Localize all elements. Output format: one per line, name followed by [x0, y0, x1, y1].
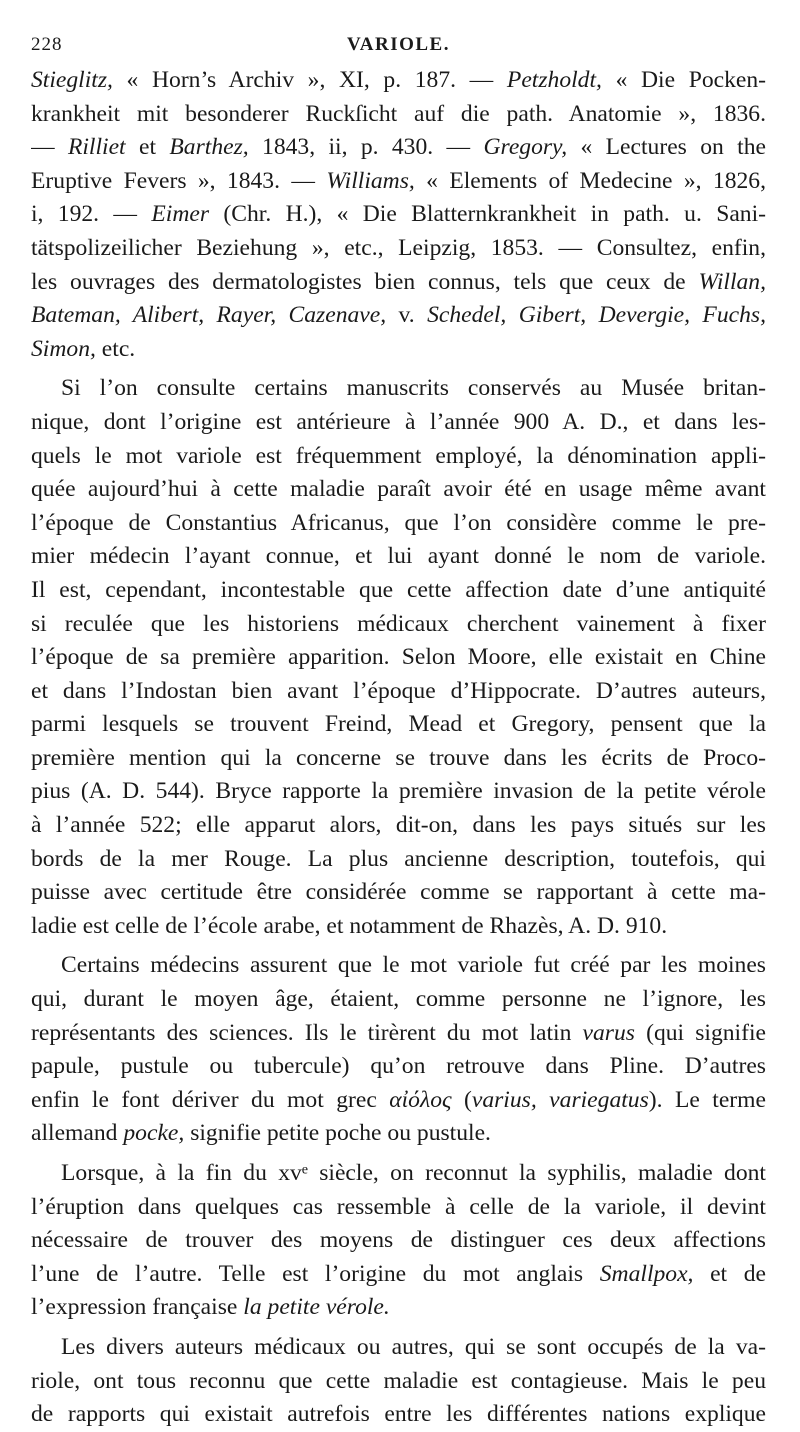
text-line — [31, 1117, 766, 1151]
text-segment: Eruptive Fevers », 1843. — — [31, 167, 327, 194]
italic-text: Petzholdt, — [506, 67, 602, 93]
text-line — [31, 473, 766, 507]
text-line — [31, 372, 766, 406]
text-line — [31, 775, 766, 809]
running-head: VARIOLE. — [347, 34, 450, 55]
italic-text: pocke, — [123, 1120, 185, 1147]
text-segment: Il est, cependant, incontestable que cette affection date d’une antiquité — [31, 576, 766, 603]
text-line — [31, 708, 766, 742]
text-line — [31, 1017, 766, 1051]
text-segment: — — [31, 134, 68, 161]
text-line — [31, 1224, 766, 1258]
text-segment: à l’année 522; elle apparut alors, dit-on, dans les pays situés sur les — [31, 812, 766, 839]
italic-text: Bateman, Alibert, Rayer, Cazenave, — [31, 302, 387, 329]
text-line — [31, 507, 766, 541]
text-segment: bords de la mer Rouge. La plus ancienne description, toutefois, qui — [31, 845, 766, 872]
text-line — [31, 983, 766, 1017]
italic-text: Stieglitz, — [31, 67, 113, 93]
text-line — [31, 843, 766, 877]
italic-text: Schedel, Gibert, Devergie, Fuchs, — [427, 302, 766, 329]
text-segment: nécessaire de trouver des moyens de distinguer ces deux affections — [31, 1227, 766, 1254]
text-segment: de rapports qui existait autrefois entre les différentes nations explique — [31, 1401, 766, 1428]
text-segment: Si l’on consulte certains manuscrits conservés au Musée britan- — [61, 375, 766, 402]
text-line — [31, 540, 766, 574]
text-segment: l’expression française — [31, 1294, 244, 1321]
italic-text: la petite vérole. — [243, 1294, 390, 1321]
text-segment: « Lectures on the — [567, 134, 766, 161]
page-header — [31, 28, 766, 64]
text-line — [31, 608, 766, 642]
text-line — [31, 299, 766, 333]
text-segment: « Die Pocken- — [601, 67, 766, 93]
text-segment: v. — [386, 302, 428, 329]
italic-text: Williams, — [326, 167, 415, 194]
text-segment: première mention qui la concerne se trouve dans les écrits de Proco- — [31, 744, 766, 771]
italic-text: Willan, — [698, 268, 766, 295]
text-line — [31, 675, 766, 709]
text-line — [31, 1084, 766, 1118]
text-segment: « Horn’s Archiv », XI, p. 187. — — [112, 67, 507, 93]
text-segment: l’époque de Constantius Africanus, que l’on considère comme le pre- — [31, 509, 766, 536]
text-segment: quels le mot variole est fréquemment employé, la dénomination appli- — [31, 442, 766, 469]
text-line — [31, 266, 766, 300]
text-segment: pius (A. D. 544). Bryce rapporte la première invasion de la petite vérole — [31, 778, 766, 805]
text-line — [31, 198, 766, 232]
text-line — [31, 1050, 766, 1084]
italic-text: varus — [582, 1019, 635, 1046]
italic-text: Simon, — [31, 335, 96, 362]
text-segment: papule, pustule ou tubercule) qu’on retrouve dans Pline. D’autres — [31, 1053, 766, 1080]
text-segment: Lorsque, à la fin du xvᵉ siècle, on reconnut la syphilis, maladie dont — [61, 1160, 766, 1186]
text-segment: krankheit mit besonderer Ruckſicht auf die path. Anatomie », 1836. — [31, 100, 766, 127]
text-line — [31, 910, 766, 944]
text-line — [31, 949, 766, 983]
text-segment: 1843, ii, p. 430. — — [248, 134, 484, 161]
text-line — [31, 98, 766, 132]
text-segment: parmi lesquels se trouvent Freind, Mead et Gregory, pensent que la — [31, 711, 766, 738]
text-line — [31, 1291, 766, 1325]
text-segment: et — [125, 134, 170, 161]
text-segment: Certains médecins assurent que le mot variole fut créé par les moines — [61, 952, 766, 979]
italic-text: Smallpox, — [599, 1260, 694, 1287]
text-segment: puisse avec certitude être considérée comme se rapportant à cette ma- — [31, 879, 766, 906]
text-segment: représentants des sciences. Ils le tirèrent du mot latin — [31, 1019, 583, 1046]
text-line — [31, 742, 766, 776]
text-segment: (qui signifie — [634, 1019, 766, 1046]
text-segment: l’une de l’autre. Telle est l’origine du mot anglais — [31, 1260, 600, 1287]
text-line — [31, 165, 766, 199]
text-line — [31, 131, 766, 165]
text-segment: l’éruption dans quelques cas ressemble à celle de la variole, il devint — [31, 1193, 766, 1220]
italic-text: αἰόλος — [389, 1086, 452, 1113]
text-segment: qui, durant le moyen âge, étaient, comme personne ne l’ignore, les — [31, 986, 766, 1013]
text-line — [31, 1365, 766, 1399]
text-segment: et dans l’Indostan bien avant l’époque d’Hippocrate. D’autres auteurs, — [31, 677, 766, 704]
text-line — [31, 232, 766, 266]
text-line — [31, 406, 766, 440]
text-segment: i, 192. — — [31, 201, 152, 228]
text-segment: « Elements of Medecine », 1826, — [414, 167, 766, 194]
text-segment: et de — [693, 1260, 766, 1287]
text-segment: enfin le font dériver du mot grec — [31, 1086, 390, 1113]
text-line — [31, 809, 766, 843]
text-segment: Les divers auteurs médicaux ou autres, qui se sont occupés de la va- — [61, 1333, 766, 1360]
text-segment: (Chr. H.), « Die Blatternkrankheit in path. u. Sani- — [209, 201, 766, 228]
text-line — [31, 876, 766, 910]
text-segment: ladie est celle de l’école arabe, et notamment de Rhazès, A. D. 910. — [31, 912, 668, 939]
text-segment: tätspolizeilicher Beziehung », etc., Leipzig, 1853. — Consultez, enfin, — [31, 234, 766, 261]
text-segment: mier médecin l’ayant connue, et lui ayant donné le nom de variole. — [31, 543, 766, 570]
text-line — [31, 574, 766, 608]
text-segment: ). Le terme — [648, 1086, 766, 1113]
text-segment: allemand — [31, 1120, 124, 1147]
italic-text: varius, variegatus — [471, 1086, 649, 1113]
body-text — [31, 64, 766, 1432]
italic-text: Barthez, — [169, 134, 249, 161]
text-line — [31, 1331, 766, 1365]
text-line — [31, 1191, 766, 1225]
text-line — [31, 440, 766, 474]
text-line — [31, 1258, 766, 1292]
text-segment: l’époque de sa première apparition. Selon Moore, elle existait en Chine — [31, 644, 766, 671]
text-segment: riole, ont tous reconnu que cette maladie est contagieuse. Mais le peu — [31, 1367, 766, 1394]
text-line — [31, 333, 766, 367]
text-line — [31, 64, 766, 98]
text-segment: les ouvrages des dermatologistes bien connus, tels que ceux de — [31, 268, 699, 295]
text-segment: nique, dont l’origine est antérieure à l’année 900 A. D., et dans les- — [31, 408, 766, 435]
text-segment: etc. — [95, 335, 136, 362]
text-segment: ( — [451, 1086, 472, 1113]
page-number: 228 — [31, 34, 63, 55]
text-segment: si reculée que les historiens médicaux cherchent vainement à fixer — [31, 610, 766, 637]
text-segment: quée aujourd’hui à cette maladie paraît avoir été en usage même avant — [31, 476, 766, 503]
italic-text: Rilliet — [67, 134, 126, 161]
italic-text: Eimer — [151, 201, 210, 228]
text-segment: signifie petite poche ou pustule. — [184, 1120, 491, 1147]
italic-text: Gregory, — [483, 134, 568, 161]
text-line — [31, 641, 766, 675]
text-line — [31, 1157, 766, 1191]
